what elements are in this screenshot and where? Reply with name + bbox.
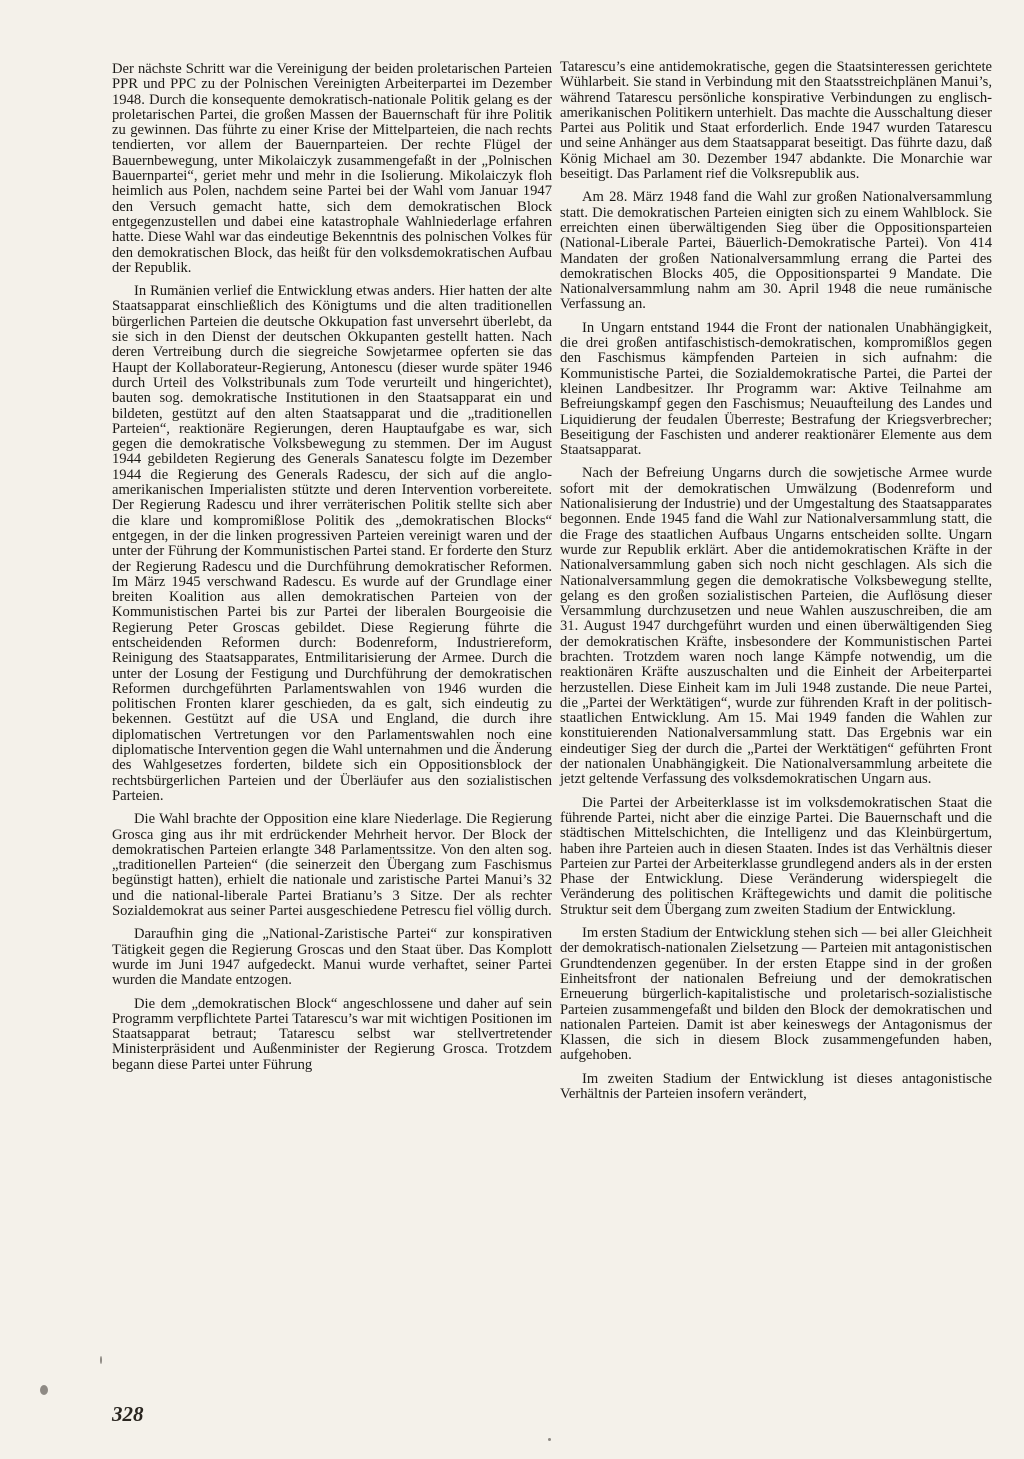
paragraph-romania-election: Die Wahl brachte der Opposition eine klare Niederlage. Die Regierung Grosca ging aus ihr mit erdrückender Mehrheit hervor. Der Block der demokratischen Parteien erlangte 348 Parlamentssitze. Von den alten sog. „traditionellen Parteien“ (die seinerzeit den Übergang zum Faschismus begünstigt hatten), erhielt die nationale und zaristische Partei Manui’s 32 und die national-liberale Partei Bratianu’s 3 Sitze. Der als rechter Sozialdemokrat aus seiner Partei ausgeschiedene Petrescu fiel völlig durch.	[112, 811, 552, 920]
right-column	[560, 60, 992, 1110]
scan-speck	[40, 1385, 48, 1395]
page-number: 328	[112, 1402, 144, 1426]
left-column	[112, 62, 552, 1081]
paragraph-tatarescu-continued: Tatarescu’s eine antidemokratische, gegen die Staatsinteressen gerichtete Wühlarbeit. Sie stand in Verbindung mit den Staatsstreichplänen Manui’s, während Tatarescu persönliche konspirative Verbindungen zu englisch-amerikanischen Politikern unterhielt. Das machte die Ausschaltung dieser Partei aus Politik und Staat erforderlich. Ende 1947 wurden Tatarescu und seine Anhänger aus dem Staatsapparat beseitigt. Das führte dazu, daß König Michael am 30. Dezember 1947 abdankte. Die Monarchie war beseitigt. Das Parlament rief die Volksrepublik aus.	[560, 59, 992, 183]
paragraph-tatarescu-party: Die dem „demokratischen Block“ angeschlossene und daher auf sein Programm verpflichtete Partei Tatarescu’s war mit wichtigen Positionen im Staatsapparat betraut; Tatarescu selbst war stellvertretender Ministerpräsident und Außenminister der Regierung Grosca. Trotzdem begann diese Partei unter Führung	[112, 995, 552, 1073]
scan-speck	[548, 1438, 551, 1441]
paragraph-romania-national-assembly: Am 28. März 1948 fand die Wahl zur großen Nationalversammlung statt. Die demokratischen Parteien einigten sich zu einem Wahlblock. Sie erreichten einen überwältigenden Sieg über die Oppositionsparteien (National-Liberale Partei, Bäuerlich-Demokratische Partei). Von 414 Mandaten der großen Nationalversammlung errang die Partei des demokratischen Blocks 405, die Oppositionspartei 9 Mandate. Die Nationalversammlung nahm am 30. April 1948 die neue rumänische Verfassung an.	[560, 189, 992, 313]
paragraph-romania-development: In Rumänien verlief die Entwicklung etwas anders. Hier hatten der alte Staatsapparat einschließlich des Königtums und die alten traditionellen bürgerlichen Parteien die deutsche Okkupation fast unversehrt überlebt, da sie sich in den Dienst der deutschen Okkupanten gestellt hatten. Nach deren Vertreibung durch die siegreiche Sowjetarmee opferten sie das Haupt der Kollaborateur-Regierung, Antonescu (dieser wurde später 1946 durch Urteil des Volkstribunals zum Tode verurteilt und hingerichtet), bauten sog. demokratische Institutionen in den Staatsapparat ein und bildeten, gestützt auf den alten Staatsapparat und die „traditionellen Parteien“, reaktionäre Regierungen, deren Hauptaufgabe es war, sich gegen die demokratische Volksbewegung zu stemmen. Der im August 1944 gebildeten Regierung des Generals Sanatescu folgte im Dezember 1944 die Regierung des Generals Radescu, der sich auf die anglo-amerikanischen Imperialisten stützte und deren Intervention vorbereitete. Der Regierung Radescu und ihrer verräterischen Politik stellte sich aber die klare und kompromißlose Politik des „demokratischen Blocks“ entgegen, in der die linken progressiven Parteien vereinigt waren und der unter der Führung der Kommunistischen Partei stand. Er forderte den Sturz der Regierung Radescu und die Durchführung demokratischer Reformen. Im März 1945 verschwand Radescu. Es wurde auf der Grundlage einer breiten Koalition aus allen demokratischen Parteien von der Kommunistischen Partei bis zur Partei der liberalen Bourgeoisie die Regierung Peter Groscas gebildet. Diese Regierung führte die entscheidenden Reformen durch: Bodenreform, Industriereform, Reinigung des Staatsapparates, Entmilitarisierung der Armee. Durch die unter der Losung der Festigung und Durchführung der demokratischen Reformen durchgeführten Parlamentswahlen von 1946 wurden die politischen Fronten klarer geschieden, da es galt, sich eindeutig zu bekennen. Gestützt auf die USA und England, die durch ihre diplomatischen Vertretungen vor den Parlamentswahlen noch eine diplomatische Intervention gegen die Wahl unternahmen und die Änderung des Wahlgesetzes forderten, bildete sich ein Oppositionsblock der rechtsbürgerlichen Parteien und der Überläufer aus den sozialistischen Parteien.	[112, 283, 552, 804]
paragraph-second-stage: Im zweiten Stadium der Entwicklung ist dieses antagonistische Verhältnis der Parteien insofern verändert,	[560, 1070, 992, 1102]
scan-speck	[100, 1356, 102, 1364]
paragraph-national-zaristic-party: Daraufhin ging die „National-Zaristische Partei“ zur konspirativen Tätigkeit gegen die Regierung Groscas und den Staat über. Das Komplott wurde im Juni 1947 aufgedeckt. Manui wurde verhaftet, seiner Partei wurden die Mandate entzogen.	[112, 926, 552, 989]
paragraph-first-stage: Im ersten Stadium der Entwicklung stehen sich — bei aller Gleichheit der demokratisch-nationalen Zielsetzung — Parteien mit antagonistischen Grundtendenzen gegenüber. In der ersten Etappe sind in der großen Einheitsfront der nationalen Befreiung und der demokratischen Erneuerung bürgerlich-kapitalistische und proletarisch-sozialistische Parteien zusammengefaßt und bilden den Block der demokratischen und nationalen Parteien. Damit ist aber keineswegs der Antagonismus der Klassen, die sich in diesem Block zusammengefunden haben, aufgehoben.	[560, 925, 993, 1064]
paragraph-poland-unification: Der nächste Schritt war die Vereinigung der beiden proletarischen Parteien PPR und PPC zu der Polnischen Vereinigten Arbeiterpartei im Dezember 1948. Durch die konsequente demokratisch-nationale Politik gelang es der proletarischen Partei, die großen Massen der Bauernschaft für ihre Politik zu gewinnen. Das führte zu einer Krise der Mittelparteien, die nach rechts tendierten, vor allem der Bauernparteien. Der rechte Flügel der Bauernbewegung, unter Mikolaiczyk zusammengefaßt in der „Polnischen Bauernpartei“, geriet mehr und mehr in die Isolierung. Mikolaiczyk floh heimlich aus Polen, nachdem seine Partei bei der Wahl vom Januar 1947 den Versuch gemacht hatte, sich dem demokratischen Block entgegenzustellen und dabei eine katastrophale Wahlniederlage erfahren hatte. Diese Wahl war das eindeutige Bekenntnis des polnischen Volkes für den demokratischen Block, das heißt für den volksdemokratischen Aufbau der Republik.	[112, 61, 552, 276]
paragraph-hungary-liberation: Nach der Befreiung Ungarns durch die sowjetische Armee wurde sofort mit der demokratischen Umwälzung (Bodenreform und Nationalisierung der Industrie) und der Umgestaltung des Staatsapparates begonnen. Ende 1945 fand die Wahl zur Nationalversammlung statt, die die Frage des staatlichen Aufbaus Ungarns entscheiden sollte. Ungarn wurde zur Republik erklärt. Aber die antidemokratischen Kräfte in der Nationalversammlung gaben sich noch nicht geschlagen. Als sich die Nationalversammlung gegen die demokratische Volksbewegung stellte, gelang es den großen sozialistischen Parteien, die Auflösung dieser Versammlung durchzusetzen und neue Wahlen auszuschreiben, die am 31. August 1947 durchgeführt wurden und einen überwältigenden Sieg der demokratischen Kräfte, insbesondere der Kommunistischen Partei brachten. Trotzdem waren noch lange Kämpfe notwendig, um die reaktionären Kräfte auszuschalten und die Einheit der Arbeiterpartei herzustellen. Diese Einheit kam im Juli 1948 zustande. Die neue Partei, die „Partei der Werktätigen“, wurde zur führenden Kraft in der politisch-staatlichen Entwicklung. Am 15. Mai 1949 fanden die Wahlen zur konstituierenden Nationalversammlung statt. Das Ergebnis war ein eindeutiger Sieg der durch die „Partei der Werktätigen“ geführten Front der nationalen Unabhängigkeit. Die Nationalversammlung arbeitete die jetzt geltende Verfassung des volksdemokratischen Ungarn aus.	[560, 465, 992, 788]
paragraph-workers-party-role: Die Partei der Arbeiterklasse ist im volksdemokratischen Staat die führende Partei, nicht aber die einzige Partei. Die Bauernschaft und die städtischen Mittelschichten, die Intelligenz und das Kleinbürgertum, haben ihre Parteien auch in diesen Staaten. Indes ist das Verhältnis dieser Parteien zur Partei der Arbeiterklasse grundlegend anders als in der ersten Phase der Entwicklung. Diese Veränderung widerspiegelt die Veränderung des politischen Kräftegewichts und damit die politische Struktur seit dem Übergang zum zweiten Stadium der Entwicklung.	[560, 794, 992, 918]
paragraph-hungary-front: In Ungarn entstand 1944 die Front der nationalen Unabhängigkeit, die drei großen antifaschistisch-demokratischen, kompromißlos gegen den Faschismus kämpfenden Parteien in sich aufnahm: die Kommunistische Partei, die Sozialdemokratische Partei, die Partei der kleinen Landbesitzer. Ihr Programm war: Aktive Teilnahme am Befreiungskampf gegen den Faschismus; Neuaufteilung des Landes und Liquidierung der feudalen Überreste; Bestrafung der Kriegsverbrecher; Beseitigung der Faschisten und anderer reaktionärer Elemente aus dem Staatsapparat.	[560, 319, 992, 459]
